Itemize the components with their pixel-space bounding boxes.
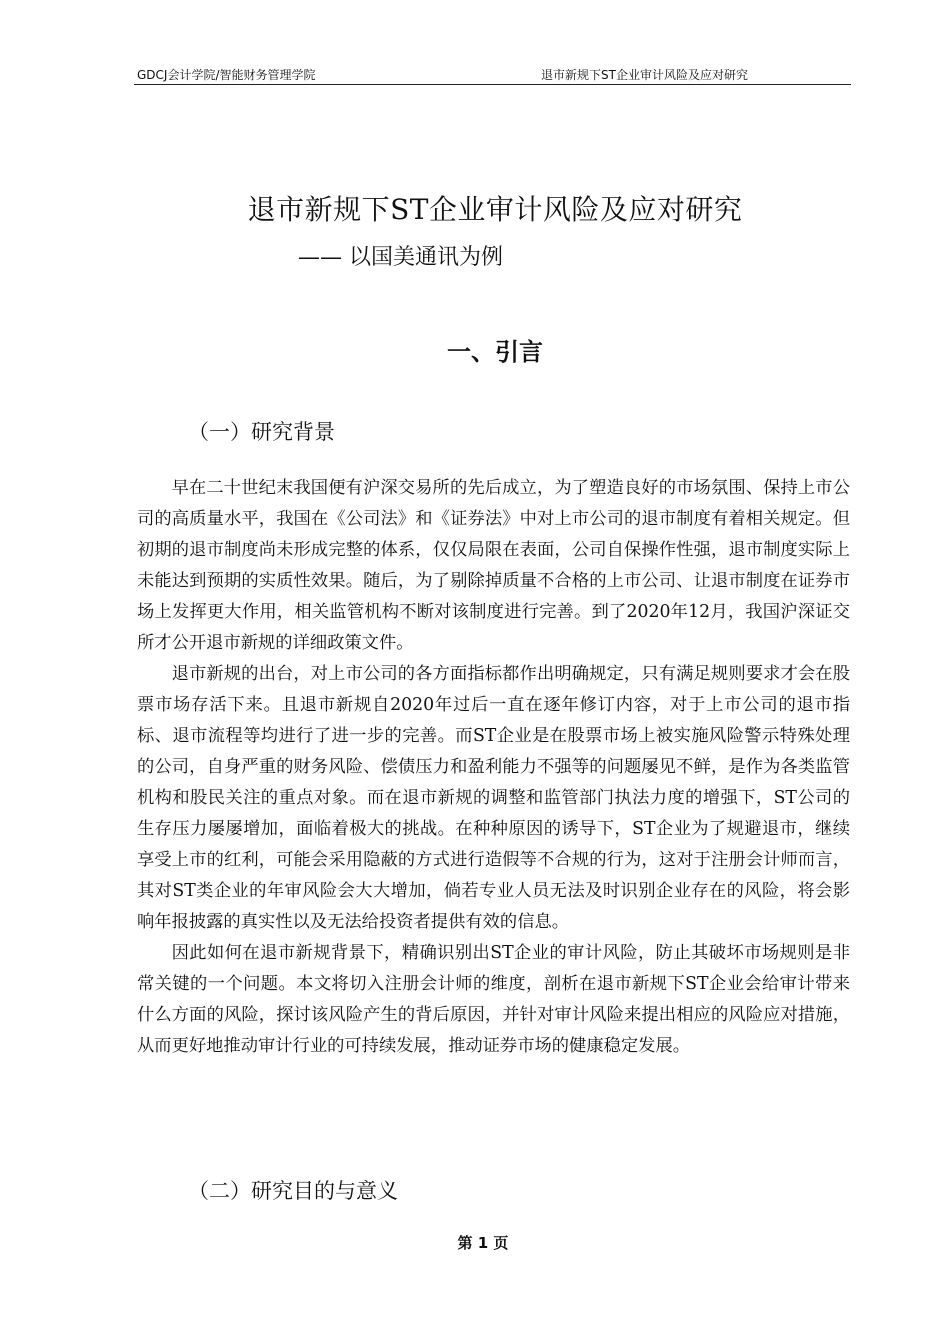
paper-title: 退市新规下ST企业审计风险及应对研究 xyxy=(247,193,743,226)
body-text xyxy=(137,473,850,1062)
running-header-right: 退市新规下ST企业审计风险及应对研究 xyxy=(541,68,748,82)
subsection-heading-background: （一）研究背景 xyxy=(188,420,335,444)
paragraph: 因此如何在退市新规背景下，精确识别出ST企业的审计风险，防止其破坏市场规则是非常关键的一个问题。本文将切入注册会计师的维度，剖析在退市新规下ST企业会给审计带来什么方面的风险，探讨该风险产生的背后原因，并针对审计风险来提出相应的风险应对措施，从而更好地推动审计行业的可持续发展，推动证券市场的健康稳定发展。 xyxy=(137,943,850,1056)
page-number: 第 1 页 xyxy=(457,1234,509,1252)
running-header-left: GDCJ会计学院/智能财务管理学院 xyxy=(137,68,316,82)
header-divider xyxy=(134,84,851,85)
paragraph: 早在二十世纪末我国便有沪深交易所的先后成立，为了塑造良好的市场氛围、保持上市公司的高质量水平，我国在《公司法》和《证券法》中对上市公司的退市制度有着相关规定。但初期的退市制度尚未形成完整的体系，仅仅局限在表面，公司自保操作性强，退市制度实际上未能达到预期的实质性效果。随后，为了剔除掉质量不合格的上市公司、让退市制度在证券市场上发挥更大作用，相关监管机构不断对该制度进行完善。到了2020年12月，我国沪深证交所才公开退市新规的详细政策文件。 xyxy=(137,478,850,653)
section-heading-introduction: 一、引言 xyxy=(447,338,543,366)
paragraph: 退市新规的出台，对上市公司的各方面指标都作出明确规定，只有满足规则要求才会在股票市场存活下来。且退市新规自2020年过后一直在逐年修订内容，对于上市公司的退市指标、退市流程等均进行了进一步的完善。而ST企业是在股票市场上被实施风险警示特殊处理的公司，自身严重的财务风险、偿债压力和盈利能力不强等的问题屡见不鲜，是作为各类监管机构和股民关注的重点对象。而在退市新规的调整和监管部门执法力度的增强下，ST公司的生存压力屡屡增加，面临着极大的挑战。在种种原因的诱导下，ST企业为了规避退市，继续享受上市的红利，可能会采用隐蔽的方式进行造假等不合规的行为，这对于注册会计师而言，其对ST类企业的年审风险会大大增加，倘若专业人员无法及时识别企业存在的风险，将会影响年报披露的真实性以及无法给投资者提供有效的信息。 xyxy=(137,664,850,932)
paper-subtitle: —— 以国美通讯为例 xyxy=(298,245,503,270)
subsection-heading-purpose: （二）研究目的与意义 xyxy=(188,1179,398,1203)
